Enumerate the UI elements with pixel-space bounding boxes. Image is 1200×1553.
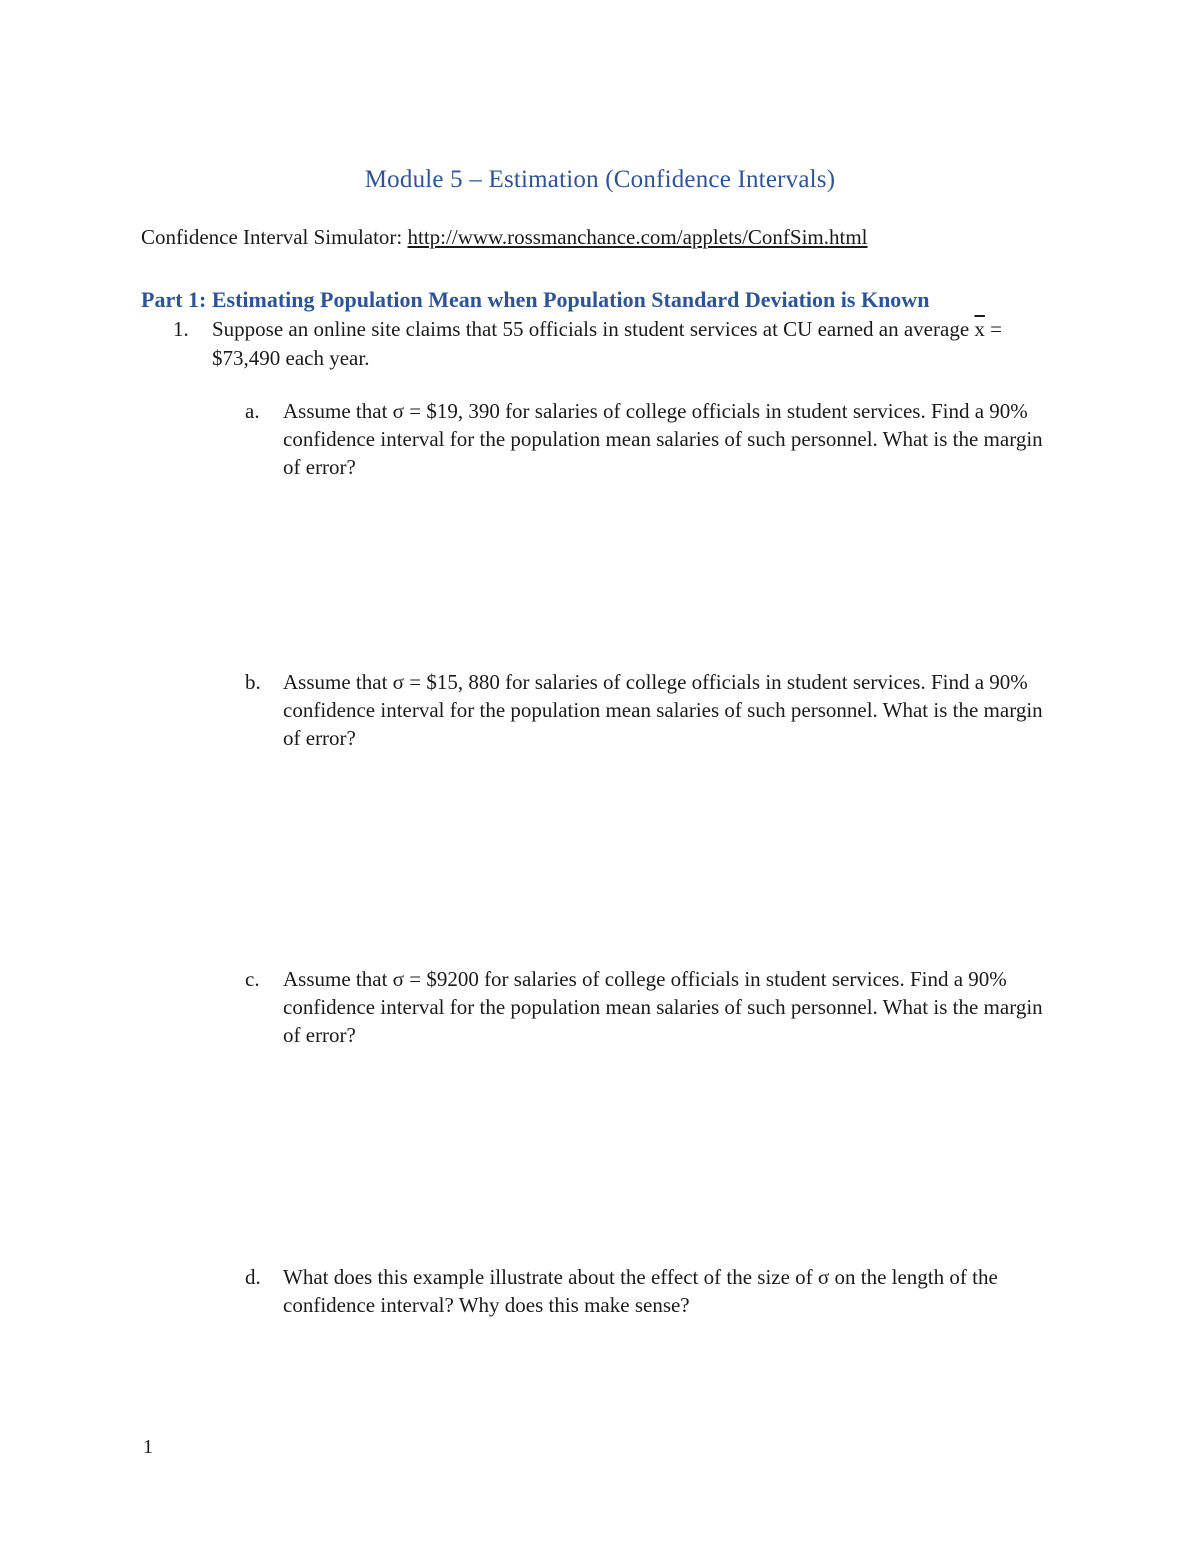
simulator-line	[141, 225, 868, 250]
subquestion-a-letter: a.	[245, 399, 260, 423]
page-title: Module 5 – Estimation (Confidence Intervals)	[364, 166, 836, 193]
simulator-label: Confidence Interval Simulator:	[141, 225, 408, 249]
subquestion-d-text: What does this example illustrate about the effect of the size of σ on the length of the confidence interval? Why does this make sense?	[283, 1265, 998, 1317]
question1-text-after: = $73,490 each year.	[212, 317, 1002, 370]
subquestion-b-letter: b.	[245, 670, 261, 694]
question1-text	[212, 315, 1042, 373]
question1-text-before: Suppose an online site claims that 55 officials in student services at CU earned an average	[212, 317, 975, 341]
part1-heading: Part 1: Estimating Population Mean when Population Standard Deviation is Known	[141, 287, 930, 312]
xbar-symbol: $\overline{x}$	[974, 317, 985, 341]
subquestion-c-text: Assume that σ = $9200 for salaries of college officials in student services. Find a 90% confidence interval for the population mean salaries of such personnel. What is the margin of error?	[283, 967, 1043, 1047]
subquestion-b-text: Assume that σ = $15, 880 for salaries of college officials in student services. Find a 90% confidence interval for the population mean salaries of such personnel. What is the margin of error?	[283, 670, 1043, 750]
page-number: 1	[143, 1436, 153, 1458]
question1-number: 1.	[173, 317, 189, 341]
subquestion-d-letter: d.	[245, 1265, 261, 1289]
subquestion-a-text: Assume that σ = $19, 390 for salaries of college officials in student services. Find a 90% confidence interval for the population mean salaries of such personnel. What is the margin of error?	[283, 399, 1043, 479]
simulator-link[interactable]: http://www.rossmanchance.com/applets/ConfSim.html	[407, 225, 868, 249]
subquestion-c-letter: c.	[245, 967, 260, 991]
